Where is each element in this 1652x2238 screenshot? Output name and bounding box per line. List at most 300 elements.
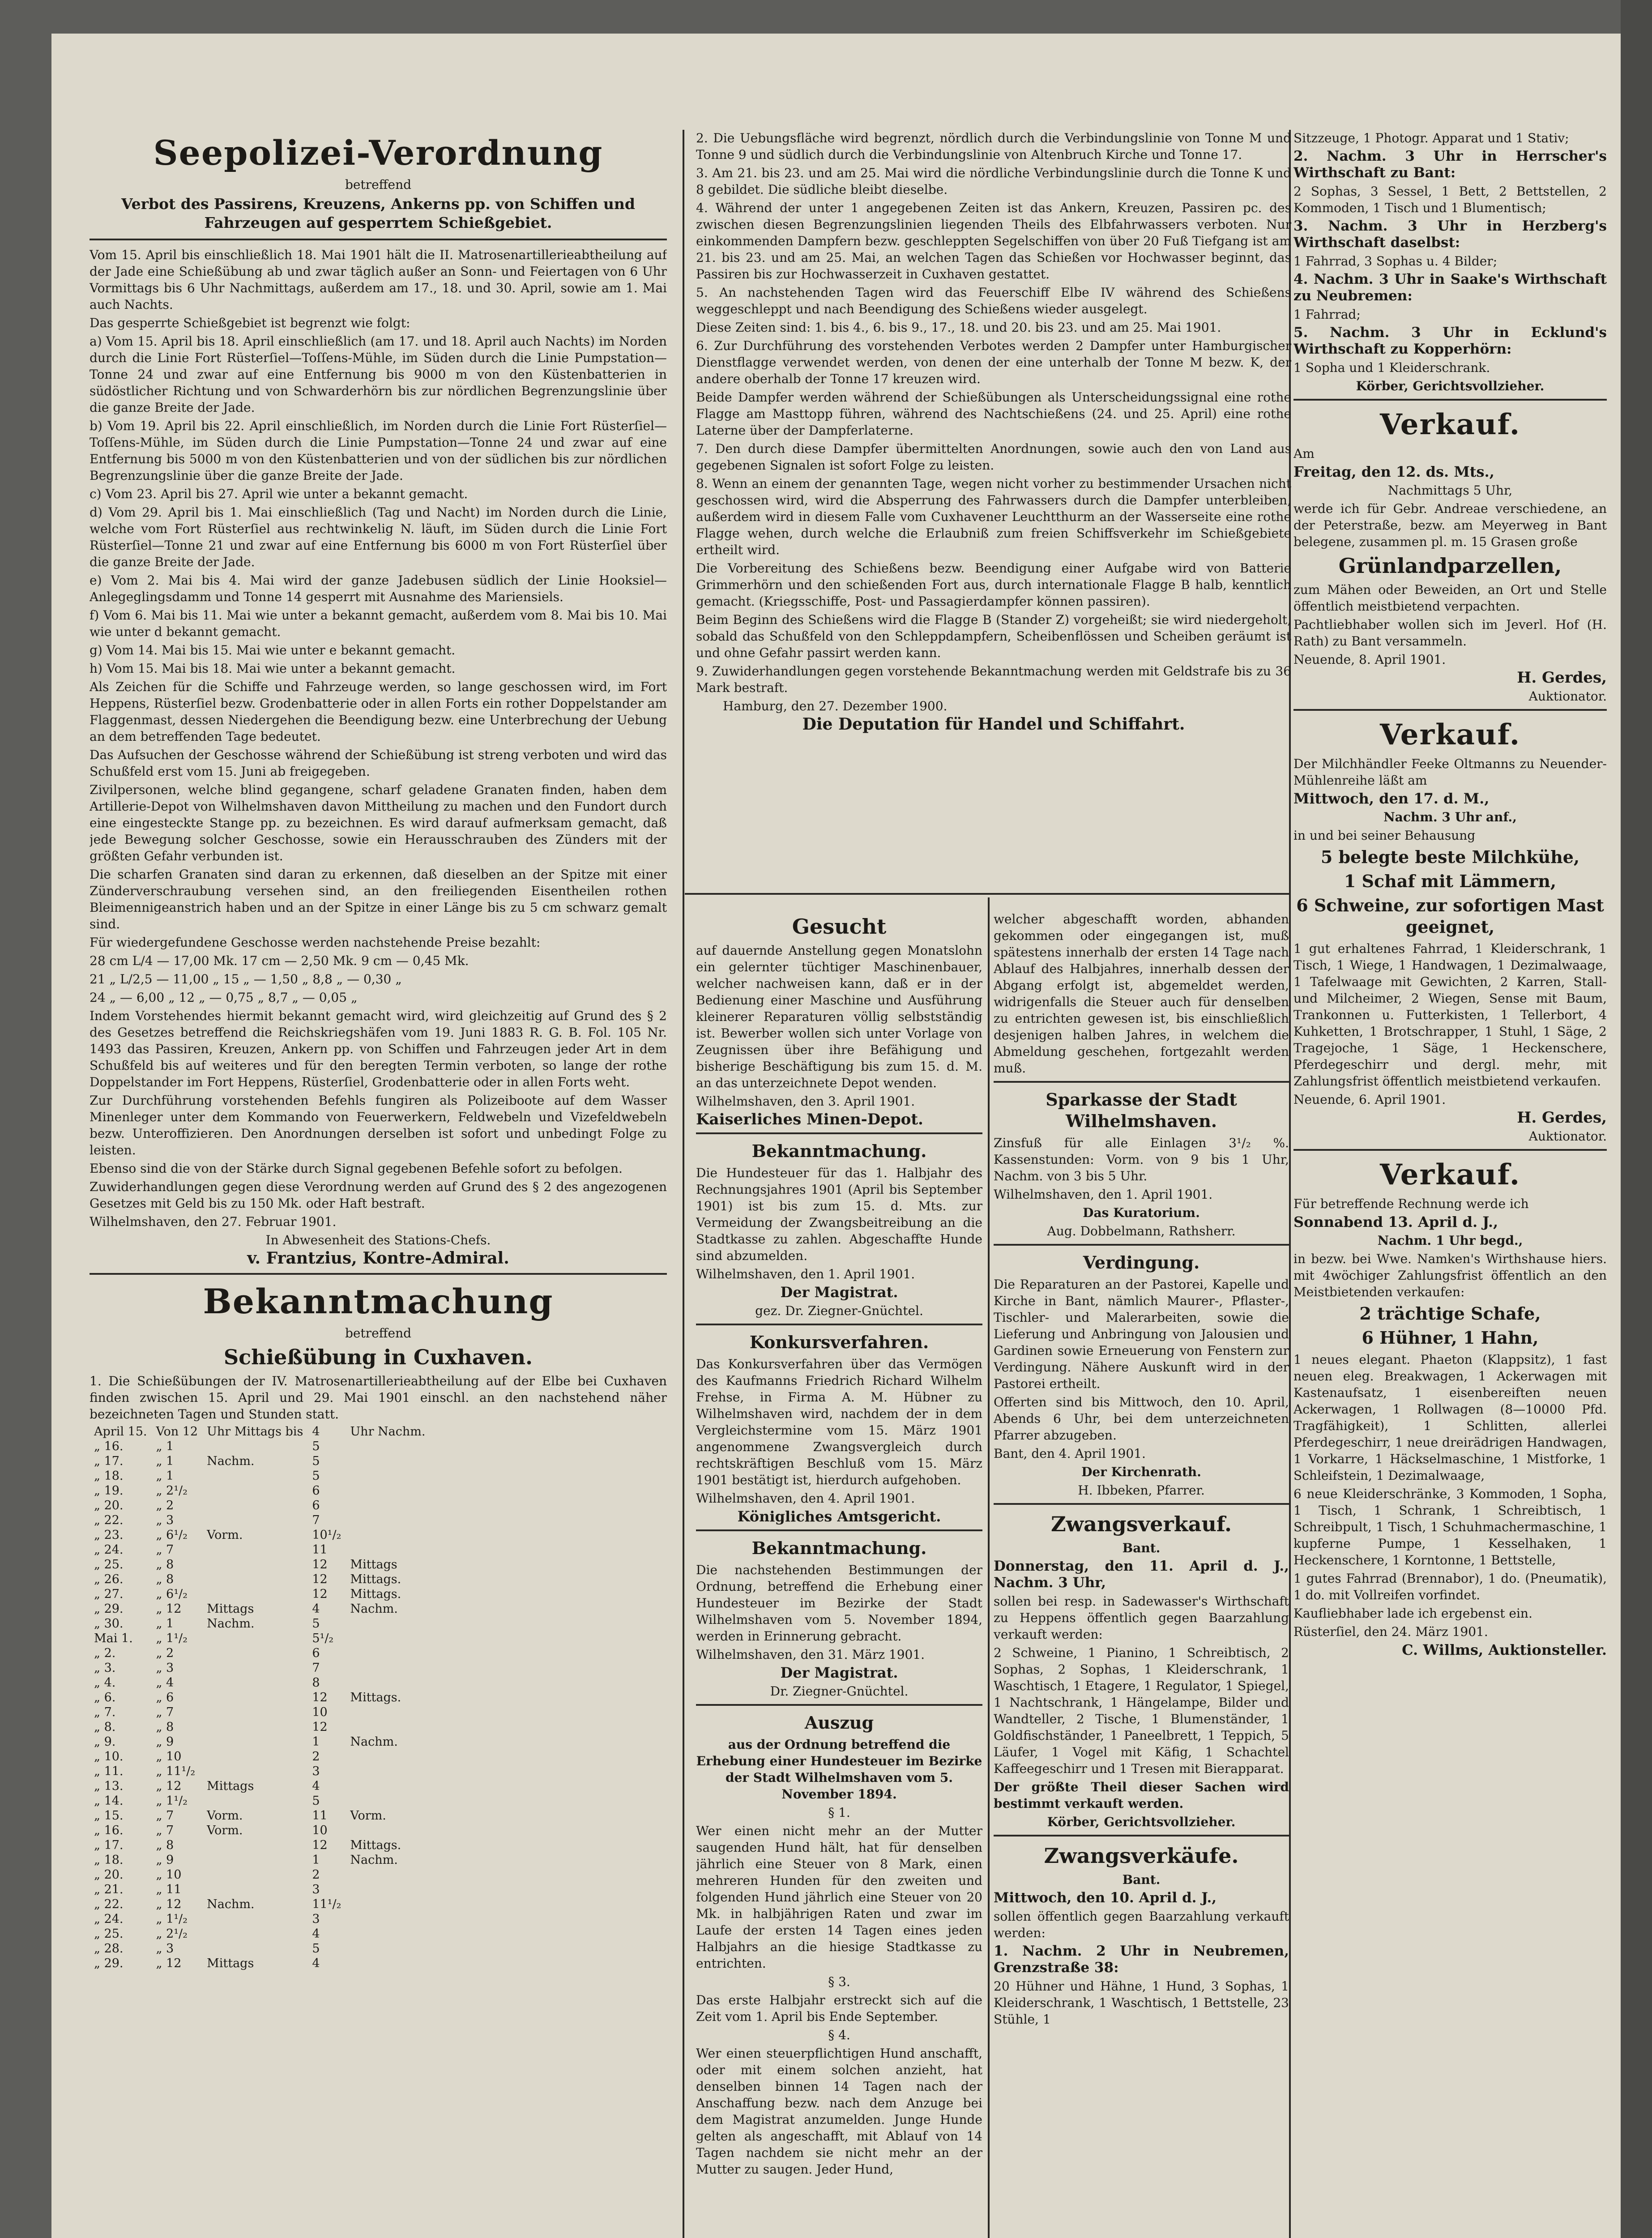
paragraph: a) Vom 15. April bis 18. April einschließlich (am 17. und 18. April auch Nachts) im Norden durch die Linie Fort Rüsterſiel—Toſſens-Mühle, im Süden durch die Linie Pumpstation—Tonne 24 und zwar auf eine Entfernung bis 9000 m von den Küstenbatterien in südöstlicher Richtung und von Schwarderhörn bis zur nördlichen Begrenzungslinie über die ganze Breite der Jade. (90, 334, 667, 415)
paragraph: aus der Ordnung betreffend die Erhebung einer Hundesteuer im Bezirke der Stadt Wilhelmshaven vom 5. November 1894. (696, 1737, 982, 1802)
paragraph: zum Mähen oder Beweiden, an Ort und Stelle öffentlich meistbietend verpachten. (1293, 582, 1607, 614)
table-cell (346, 1926, 430, 1941)
paragraph: In Abwesenheit des Stations-Chefs. (265, 1233, 491, 1247)
divider (90, 239, 667, 240)
table-cell (202, 1646, 307, 1661)
table-cell: „ 19. (94, 1484, 124, 1498)
table-cell: „ 10. (94, 1750, 124, 1764)
signature-role: Auktionator. (1528, 1129, 1607, 1144)
table-cell: Mittags. (350, 1587, 401, 1601)
table-row (90, 1469, 430, 1483)
table-cell (346, 1912, 430, 1926)
notice-box (696, 1529, 982, 1700)
paragraph: auf dauernde Anstellung gegen Monatslohn ein gelernter tüchtiger Maschinenbauer, welcher nachweisen kann, daß er in der Bedienung einer Maschine und Ausführung kleinerer Reparaturen völlig selbstständig ist. Bewerber wollen sich unter Vorlage von Zeugnissen über ihre Befähigung und bisherige Beschäftigung bis zum 15. d. M. an das unterzeichnete Depot wenden. (696, 943, 982, 1090)
notice-subline: betreffend (345, 1326, 412, 1341)
column-rule (683, 130, 684, 2238)
table-cell: „ 12 (156, 1602, 182, 1616)
table-cell: Nachm. (207, 1617, 255, 1631)
paragraph: d) Vom 29. April bis 1. Mai einschließlich (Tag und Nacht) im Norden durch die Linie, welche vom Fort Rüsterſiel aus rechtwinkelig N. läuft, im Süden durch die Linie Fort Rüsterſiel—Tonne 21 und zwar auf eine Entfernung bis 6000 m von Fort Rüsterſiel über die ganze Breite der Jade. (90, 505, 667, 569)
ad-highlight: 6 Schweine, zur sofortigen Mast geeignet, (1296, 895, 1604, 937)
table-cell: „ 2¹/₂ (156, 1484, 188, 1498)
table-cell: „ 20. (94, 1499, 124, 1512)
date-line: Wilhelmshaven, den 1. April 1901. (696, 1267, 915, 1281)
table-row (90, 1602, 430, 1616)
table-cell: „ 21. (94, 1883, 124, 1896)
paragraph: c) Vom 23. April bis 27. April wie unter a bekannt gemacht. (90, 487, 468, 501)
paragraph: Das Konkursverfahren über das Vermögen des Kaufmanns Friedrich Richard Wilhelm Frehse, in Firma A. M. Hübner zu Wilhelmshaven wird, nachdem der in dem Vergleichstermine vom 15. März 1901 angenommene Zwangsvergleich durch rechtskräftigen Beschluß vom 15. März 1901 bestätigt ist, hierdurch aufgehoben. (696, 1357, 982, 1487)
table-cell: „ 11¹/₂ (156, 1764, 196, 1778)
table-cell: „ 4. (94, 1676, 116, 1690)
notice-box (994, 1081, 1289, 1239)
table-cell: „ 22. (94, 1513, 124, 1527)
paragraph: Wer einen nicht mehr an der Mutter saugenden Hund hält, hat für denselben jährlich eine Steuer von 8 Mark, einen mehreren Hunden für den zweiten und folgenden Hund jährlich eine Steuer von 20 Mk. in halbjährigen Raten und zwar im Laufe der ersten 14 Tagen eines jeden Halbjahrs an die hiesige Stadtkasse zu entrichten. (696, 1824, 982, 1971)
ad-title: Bekanntmachung. (751, 1538, 927, 1558)
notice-box (994, 1503, 1289, 1830)
schedule-table (90, 1424, 430, 1971)
section-mark: § 4. (828, 2028, 850, 2042)
table-row (90, 1912, 430, 1926)
table-cell: Mittags (207, 1779, 254, 1793)
table-cell: Vorm. (207, 1528, 243, 1542)
paragraph: Kaufliebhaber lade ich ergebenst ein. (1293, 1606, 1532, 1621)
table-cell: 10 (312, 1824, 328, 1837)
table-row (90, 1882, 430, 1897)
table-cell: „ 29. (94, 1956, 124, 1970)
paragraph: 5. Nachm. 3 Uhr in Ecklund's Wirthschaft zu Kopperhörn: (1293, 325, 1607, 357)
paragraph: Die Reparaturen an der Pastorei, Kapelle und Kirche in Bant, nämlich Maurer-, Pflaster-, Tischler- und Malerarbeiten, sowie die Lieferung und Anbringung von Jalousien und Gardinen sowie Erneuerung von Fenstern zur Verdingung. Nähere Auskunft wird in der Pastorei ertheilt. (994, 1277, 1289, 1391)
table-cell (346, 1705, 430, 1720)
paragraph: Für betreffende Rechnung werde ich (1293, 1196, 1529, 1211)
column-1 (90, 130, 667, 2238)
table-cell: 3 (312, 1883, 320, 1896)
column-2 (696, 130, 1291, 882)
table-cell: Nachm. (350, 1602, 398, 1616)
paragraph: Die nachstehenden Bestimmungen der Ordnung, betreffend die Erhebung einer Hundesteuer im Bezirke der Stadt Wilhelmshaven vom 5. November 1894, werden in Erinnerung gebracht. (696, 1563, 982, 1644)
table-cell (346, 1498, 430, 1513)
place-line: Bant. (1122, 1541, 1161, 1555)
paragraph: Nachm. 3 Uhr anf., (1383, 810, 1517, 824)
table-cell (346, 1956, 430, 1971)
table-cell: „ 12 (156, 1897, 182, 1911)
table-cell: „ 2¹/₂ (156, 1927, 188, 1941)
paragraph: 20 Hühner und Hähne, 1 Hund, 3 Sophas, 1 Kleiderschrank, 1 Waschtisch, 1 Bettstelle, 23 Stühle, 1 (994, 1979, 1289, 2027)
ad-title: Verkauf. (1379, 718, 1521, 752)
notice-subtitle: Verbot des Passirens, Kreuzens, Ankerns pp. von Schiffen und Fahrzeugen auf gesperrtem Schießgebiet. (121, 195, 635, 231)
table-cell: „ 1¹/₂ (156, 1632, 188, 1645)
table-cell (346, 1469, 430, 1483)
table-cell (346, 1749, 430, 1764)
table-cell: Uhr Mittags bis (207, 1425, 303, 1439)
table-row (90, 1897, 430, 1912)
table-cell: „ 23. (94, 1528, 124, 1542)
table-cell: 7 (312, 1661, 320, 1675)
table-row (90, 1734, 430, 1749)
table-cell: 12 (312, 1572, 328, 1586)
table-cell: Von 12 (156, 1425, 198, 1439)
price-line: 21 „ L/2,5 — 11,00 „ 15 „ — 1,50 „ 8,8 „ — 0,30 „ (90, 972, 402, 987)
notice-subtitle: Schießübung in Cuxhaven. (223, 1345, 533, 1369)
table-row (90, 1675, 430, 1690)
table-cell: 5¹/₂ (312, 1632, 334, 1645)
table-cell: Nachm. (207, 1897, 255, 1911)
table-cell (202, 1557, 307, 1572)
table-row (90, 1690, 430, 1705)
table-cell (202, 1838, 307, 1853)
table-row (90, 1853, 430, 1867)
table-cell: Mittags (207, 1956, 254, 1970)
table-cell: „ 14. (94, 1794, 124, 1808)
table-cell (202, 1749, 307, 1764)
table-row (90, 1542, 430, 1557)
table-cell: 12 (312, 1558, 328, 1572)
paragraph: Die Hundesteuer für das 1. Halbjahr des Rechnungsjahres 1901 (April bis September 1901) ist bis zum 15. d. Mts. zur Vermeidung der Zwangsbeitreibung an die Stadtkasse zu zahlen. Abgeschaffte Hunde sind abzumelden. (696, 1166, 982, 1263)
table-cell: 11¹/₂ (312, 1897, 341, 1911)
table-row (90, 1808, 430, 1823)
paragraph: Vom 15. April bis einschließlich 18. Mai 1901 hält die II. Matrosenartillerieabtheilung auf der Jade eine Schießübung ab und zwar täglich außer an Sonn- und Feiertagen von 6 Uhr Vormittags bis 6 Uhr Nachmittags, außerdem am 17., 18. und 30. April, sowie am 1. Mai auch Nachts. (90, 248, 667, 312)
section-rule (685, 893, 1289, 895)
table-cell: „ 22. (94, 1897, 124, 1911)
table-cell: Mittags. (350, 1838, 401, 1852)
table-cell (202, 1794, 307, 1808)
signature: Körber, Gerichtsvollzieher. (1356, 379, 1545, 393)
table-cell: Vorm. (207, 1809, 243, 1823)
table-cell (202, 1690, 307, 1705)
signature: H. Gerdes, (1517, 1109, 1607, 1127)
table-cell: 3 (312, 1912, 320, 1926)
paragraph: Nachmittags 5 Uhr, (1387, 483, 1513, 498)
signature: C. Willms, Auktionsteller. (1402, 1641, 1607, 1658)
table-cell: „ 7 (156, 1543, 174, 1557)
table-cell: „ 26. (94, 1572, 124, 1586)
table-cell: 3 (312, 1764, 320, 1778)
table-cell: Nachm. (350, 1853, 398, 1867)
paragraph: Diese Zeiten sind: 1. bis 4., 6. bis 9., 17., 18. und 20. bis 23. und am 25. Mai 1901. (696, 320, 1221, 335)
paragraph: e) Vom 2. Mai bis 4. Mai wird der ganze Jadebusen südlich der Linie Hooksiel—Anlegeglingsdamm und Tonne 14 gesperrt mit Ausnahme des Mariensiels. (90, 573, 667, 604)
paragraph: Zivilpersonen, welche blind gegangene, scharf geladene Granaten finden, haben dem Artillerie-Depot von Wilhelmshaven davon Mittheilung zu machen und den Fundort durch eine eingesteckte Stange pp. zu bezeichnen. Es wird darauf aufmerksam gemacht, daß jede Bewegung solcher Geschosse, sowie ein Herausschrauben des Zünders mit der größten Gefahr verbunden ist. (90, 782, 667, 863)
ad-highlight: 5 belegte beste Milchkühe, (1320, 847, 1580, 867)
table-cell (346, 1631, 430, 1646)
table-cell: 11 (312, 1809, 328, 1823)
table-row (90, 1557, 430, 1572)
ad-title: Gesucht (792, 914, 887, 939)
section-mark: § 3. (828, 1974, 850, 1989)
table-cell: „ 1 (156, 1617, 174, 1631)
signature: Der Magistrat. (780, 1664, 898, 1681)
date-line: Rüsterſiel, den 24. März 1901. (1293, 1624, 1488, 1639)
table-row (90, 1720, 430, 1734)
table-cell: „ 25. (94, 1927, 124, 1941)
page-edge (1621, 0, 1652, 2238)
ad-highlight: 2 trächtige Schafe, (1359, 1303, 1541, 1324)
paragraph: in bezw. bei Wwe. Namken's Wirthshause hiers. mit 4wöchiger Zahlungsfrist öffentlich an den Meistbietenden verkaufen: (1293, 1251, 1607, 1299)
ad-title: Bekanntmachung. (751, 1141, 927, 1161)
paragraph: 8. Wenn an einem der genannten Tage, wegen nicht vorher zu bestimmender Ursachen nicht geschossen wird, wird die Absperrung des Fahrwassers durch die Dampfer unterbleiben, außerdem wird in diesem Falle vom Cuxhavener Leuchtthurm an der Wasserseite eine rothe Flagge wehen, durch welche die Erlaubniß zum freien Schiffsverkehr im Schießgebiete ertheilt wird. (696, 476, 1291, 557)
table-cell: „ 2. (94, 1646, 116, 1660)
table-cell: „ 12 (156, 1779, 182, 1793)
table-cell (202, 1941, 307, 1956)
table-row (90, 1572, 430, 1587)
table-cell (202, 1734, 307, 1749)
table-cell: „ 6¹/₂ (156, 1528, 188, 1542)
table-cell: „ 24. (94, 1912, 124, 1926)
table-cell: „ 25. (94, 1558, 124, 1572)
paragraph: welcher abgeschafft worden, abhanden gekommen oder eingegangen ist, muß spätestens innerhalb der ersten 14 Tage nach Ablauf des Halbjahres, innerhalb dessen der Abgang erfolgt ist, abgemeldet werden, widrigenfalls die Steuer auch für denselben zu entrichten gewesen ist, bis einschließlich desjenigen halben Jahres, in welchem die Abmeldung geschehen, fortgezahlt werden muß. (994, 912, 1289, 1076)
table-cell: 12 (312, 1720, 328, 1734)
date-line: Neuende, 8. April 1901. (1293, 652, 1446, 667)
column-2b (994, 911, 1289, 2238)
table-cell: 2 (312, 1750, 320, 1764)
section-mark: § 1. (828, 1805, 850, 1820)
table-cell: „ 8 (156, 1720, 174, 1734)
table-cell: Vorm. (207, 1824, 243, 1837)
paragraph: g) Vom 14. Mai bis 15. Mai wie unter e bekannt gemacht. (90, 643, 456, 658)
paragraph: Das gesperrte Schießgebiet ist begrenzt wie folgt: (90, 316, 410, 330)
ad-title: Sparkasse der Stadt Wilhelmshaven. (1046, 1089, 1237, 1131)
date-line: Mittwoch, den 10. April d. J., (994, 1890, 1217, 1906)
table-cell (202, 1513, 307, 1528)
table-cell (202, 1587, 307, 1602)
paragraph: 9. Zuwiderhandlungen gegen vorstehende Bekanntmachung werden mit Geldstrafe bis zu 36 Mark bestraft. (696, 664, 1291, 695)
table-cell: „ 4 (156, 1676, 174, 1690)
ad-highlight: 1 Schaf mit Lämmern, (1344, 871, 1557, 891)
table-cell: 4 (312, 1956, 320, 1970)
signature: Der Kirchenrath. (1081, 1465, 1201, 1479)
date-line: Wilhelmshaven, den 31. März 1901. (696, 1647, 925, 1662)
table-cell: „ 3 (156, 1513, 174, 1527)
table-cell: „ 9. (94, 1735, 116, 1749)
table-row (90, 1424, 430, 1439)
ad-title: Auszug (804, 1713, 874, 1733)
table-cell (202, 1853, 307, 1867)
table-cell: 6 (312, 1646, 320, 1660)
ad-highlight: 6 Hühner, 1 Hahn, (1362, 1328, 1539, 1348)
paragraph: Die Vorbereitung des Schießens bezw. Beendigung einer Aufgabe wird von Batterie Grimmerhörn und den schießenden Fort aus, durch internationale Flagge B halb, kenntlich gemacht. (Kriegsschiffe, Post- und Passagierdampfer können passiren). (696, 561, 1291, 609)
table-cell (346, 1513, 430, 1528)
table-cell: „ 11. (94, 1764, 124, 1778)
paragraph: Das Aufsuchen der Geschosse während der Schießübung ist streng verboten und wird das Schußfeld erst vom 15. Juni ab freigegeben. (90, 747, 667, 779)
ad-title: Zwangsverkäufe. (1044, 1844, 1239, 1868)
table-cell: 4 (312, 1779, 320, 1793)
table-cell (346, 1616, 430, 1631)
table-row (90, 1956, 430, 1971)
notice-subline: betreffend (345, 177, 412, 192)
table-cell (346, 1764, 430, 1779)
table-cell: Mittags (350, 1558, 397, 1572)
paragraph: Das erste Halbjahr erstreckt sich auf die Zeit vom 1. April bis Ende September. (696, 1993, 982, 2024)
table-cell: Mittags. (350, 1691, 401, 1704)
price-line: 28 cm L/4 — 17,00 Mk. 17 cm — 2,50 Mk. 9 cm — 0,45 Mk. (90, 953, 469, 968)
signature: Körber, Gerichtsvollzieher. (1047, 1815, 1236, 1829)
table-cell (346, 1528, 430, 1542)
table-cell: „ 20. (94, 1868, 124, 1882)
table-cell: „ 16. (94, 1824, 124, 1837)
table-cell: 5 (312, 1617, 320, 1631)
paragraph: Nachm. 1 Uhr begd., (1377, 1233, 1523, 1248)
signature-name: Aug. Dobbelmann, Rathsherr. (1047, 1224, 1236, 1239)
paragraph: 4. Nachm. 3 Uhr in Saake's Wirthschaft zu Neubremen: (1293, 271, 1607, 304)
notice-box (1293, 709, 1607, 1145)
table-cell: „ 28. (94, 1942, 124, 1956)
paragraph: Die scharfen Granaten sind daran zu erkennen, daß dieselben an der Spitze mit einer Zünderverschraubung versehen sind, an den freiliegenden Eisentheilen rothen Bleimennigeanstrich haben und an der Spitze in einer Länge bis zu 5 cm schwarz gemalt sind. (90, 867, 667, 931)
date-line: Wilhelmshaven, den 27. Februar 1901. (90, 1214, 337, 1229)
table-cell: „ 7 (156, 1705, 174, 1719)
table-cell (202, 1483, 307, 1498)
paragraph: 5. An nachstehenden Tagen wird das Feuerschiff Elbe IV während des Schießens weggeschleppt und nach Beendigung des Schießens wieder ausgelegt. (696, 285, 1291, 316)
table-cell (346, 1661, 430, 1675)
table-cell (202, 1631, 307, 1646)
table-cell (202, 1926, 307, 1941)
table-cell (202, 1720, 307, 1734)
ad-highlight: Grünlandparzellen, (1338, 554, 1562, 578)
paragraph: 2 Sophas, 3 Sessel, 1 Bett, 2 Bettstellen, 2 Kommoden, 1 Tisch und 1 Blumentisch; (1293, 184, 1607, 215)
paragraph: 3. Nachm. 3 Uhr in Herzberg's Wirthschaft daselbst: (1293, 218, 1607, 251)
table-cell: 6 (312, 1484, 320, 1498)
table-cell: „ 8 (156, 1838, 174, 1852)
signature: Das Kuratorium. (1083, 1205, 1200, 1220)
paragraph: 7. Den durch diese Dampfer übermittelten Anordnungen, sowie auch den von Land aus gegebenen Signalen ist sofort Folge zu leisten. (696, 441, 1291, 473)
paragraph: b) Vom 19. April bis 22. April einschließlich, im Norden durch die Linie Fort Rüsterſiel—Toſſens-Mühle, im Süden durch die Linie Pumpstation—Tonne 24 und zwar auf eine Entfernung bis 5000 m von den Küstenbatterien und von der südlichen bis zur nördlichen Begrenzungslinie über die ganze Breite der Jade. (90, 419, 667, 483)
table-cell: „ 1 (156, 1454, 174, 1468)
paragraph: 1 neues elegant. Phaeton (Klappsitz), 1 fast neuen eleg. Breakwagen, 1 Ackerwagen mit Kastenaufsatz, 1 eisenbereiften neuen Ackerwagen, 1 Rollwagen (8—10000 Pfd. Tragfähigkeit), 1 Schlitten, allerlei Pferdegeschirr, 1 neue dreirädrigen Handwagen, 1 Vorkarre, 1 Häckselmaschine, 1 Mistforke, 1 Schleifstein, 1 Dezimalwaage, (1293, 1352, 1607, 1483)
paragraph: 1 Fahrrad; (1293, 307, 1361, 322)
notice-title: Seepolizei-Verordnung (153, 133, 603, 173)
table-cell: „ 12 (156, 1956, 182, 1970)
paragraph: 1. Die Schießübungen der IV. Matrosenartillerieabtheilung auf der Elbe bei Cuxhaven finden zwischen 15. April und 29. Mai 1901 einschl. an den nachstehend näher bezeichneten Tagen und Stunden statt. (90, 1374, 667, 1422)
paragraph: Wer einen steuerpflichtigen Hund anschafft, oder mit einem solchen anzieht, hat denselben binnen 14 Tagen nach der Anschaffung bezw. nach dem Anzuge bei dem Magistrat anzumelden. Junge Hunde gelten als angeschafft, mit Ablauf von 14 Tagen nachdem sie nicht mehr an der Mutter zu saugen. Jeder Hund, (696, 2046, 982, 2177)
signature: Kaiserliches Minen-Depot. (696, 1110, 923, 1128)
paragraph: Für wiedergefundene Geschosse werden nachstehende Preise bezahlt: (90, 935, 541, 950)
table-cell (346, 1439, 430, 1454)
table-row (90, 1483, 430, 1498)
ad-title: Zwangsverkauf. (1050, 1512, 1232, 1536)
table-cell: Uhr Nachm. (350, 1425, 426, 1439)
paragraph: 1 Fahrrad, 3 Sophas u. 4 Bilder; (1293, 254, 1498, 269)
table-cell: „ 1 (156, 1439, 174, 1453)
table-cell: 7 (312, 1513, 320, 1527)
notice-box (994, 1244, 1289, 1499)
table-cell: Nachm. (350, 1735, 398, 1749)
table-cell: 4 (312, 1602, 320, 1616)
table-row (90, 1528, 430, 1542)
column-3 (1293, 130, 1607, 2238)
paragraph: Zur Durchführung vorstehenden Befehls fungiren als Polizeiboote auf dem Wasser Minenleger unter dem Kommando von Feuerwerkern, Feldwebeln und Vizefeldwebeln bezw. Unteroffizieren. Den Anordnungen derselben ist sofort und unbedingt Folge zu leisten. (90, 1093, 667, 1157)
paragraph: Indem Vorstehendes hiermit bekannt gemacht wird, wird gleichzeitig auf Grund des § 2 des Gesetzes betreffend die Reichskriegshäfen vom 19. Juni 1883 R. G. B. Fol. 105 Nr. 1493 das Passiren, Kreuzen, Ankern pp. von Schiffen und Fahrzeugen jeder Art in dem Schußfeld bis auf weiteres und für den beregten Termin verboten, so lange der rothe Doppelstander im Fort Heppens, Rüsterſiel, Grodenbatterie oder in allen Forts weht. (90, 1008, 667, 1089)
table-cell: „ 3 (156, 1942, 174, 1956)
paragraph: 2. Die Uebungsfläche wird begrenzt, nördlich durch die Verbindungslinie von Tonne M und Tonne 9 und südlich durch die Verbindungslinie von Altenbruch Kirche und Tonne 17. (696, 131, 1291, 162)
table-cell: Vorm. (350, 1809, 386, 1823)
table-row (90, 1705, 430, 1720)
paragraph: 1 gut erhaltenes Fahrrad, 1 Kleiderschrank, 1 Tisch, 1 Wiege, 1 Handwagen, 1 Dezimalwaage, 1 Tafelwaage mit Gewichten, 2 Karren, Stall- und Milcheimer, 2 Wiegen, Sense mit Baum, Trankonnen u. Futterkisten, 1 Tellerbort, 4 Kuhketten, 1 Brotschrapper, 1 Stuhl, 1 Säge, 2 Tragejoche, 1 Säge, 1 Heckenschere, Pferdegeschirr und dergl. mehr, mit Zahlungsfrist öffentlich meistbietend verkaufen. (1293, 941, 1607, 1089)
table-cell (202, 1912, 307, 1926)
paragraph: Sitzzeuge, 1 Photogr. Apparat und 1 Stativ; (1293, 131, 1569, 145)
table-cell: „ 27. (94, 1587, 124, 1601)
paragraph: h) Vom 15. Mai bis 18. Mai wie unter a bekannt gemacht. (90, 661, 456, 676)
table-cell: „ 7. (94, 1705, 116, 1719)
table-cell: „ 7 (156, 1809, 174, 1823)
signature: Der Magistrat. (780, 1284, 898, 1301)
table-cell (202, 1498, 307, 1513)
table-row (90, 1926, 430, 1941)
price-line: 24 „ — 6,00 „ 12 „ — 0,75 „ 8,7 „ — 0,05 „ (90, 990, 358, 1005)
paragraph: Am (1293, 446, 1315, 461)
table-cell (346, 1454, 430, 1469)
table-row (90, 1838, 430, 1853)
paragraph: Der größte Theil dieser Sachen wird bestimmt verkauft werden. (994, 1780, 1289, 1811)
paragraph: 1 Sopha und 1 Kleiderschrank. (1293, 360, 1490, 375)
table-cell: „ 13. (94, 1779, 124, 1793)
table-row (90, 1454, 430, 1469)
paragraph: 6 neue Kleiderschränke, 3 Kommoden, 1 Sopha, 1 Tisch, 1 Schrank, 1 Schreibtisch, 1 Schreibpult, 1 Tisch, 1 Schuhmachermaschine, 1 kupferne Pumpe, 1 Kesselhaken, 1 Heckenschere, 1 Korntonne, 1 Bettstelle, (1293, 1486, 1607, 1567)
paragraph: Zinsfuß für alle Einlagen 3¹/₂ %. Kassenstunden: Vorm. von 9 bis 1 Uhr, Nachm. von 3 bis 5 Uhr. (994, 1136, 1289, 1183)
table-cell (202, 1439, 307, 1454)
table-cell: „ 8 (156, 1558, 174, 1572)
table-cell (202, 1882, 307, 1897)
table-cell: „ 9 (156, 1735, 174, 1749)
table-row (90, 1616, 430, 1631)
table-cell: „ 6. (94, 1691, 116, 1704)
table-cell: „ 2 (156, 1499, 174, 1512)
table-cell: Mittags (207, 1602, 254, 1616)
table-cell: 5 (312, 1454, 320, 1468)
table-cell: 8 (312, 1676, 320, 1690)
signature: v. Frantzius, Kontre-Admiral. (247, 1249, 509, 1268)
table-cell: „ 1¹/₂ (156, 1912, 188, 1926)
table-cell (202, 1867, 307, 1882)
paragraph: 2. Nachm. 3 Uhr in Herrscher's Wirthschaft zu Bant: (1293, 148, 1607, 181)
notice-box (696, 1704, 982, 2178)
paragraph: Der Milchhändler Feeke Oltmanns zu Neuender-Mühlenreihe läßt am (1293, 756, 1607, 788)
paragraph: 1 gutes Fahrrad (Brennabor), 1 do. (Pneumatik), 1 do. mit Vollreifen vorfindet. (1293, 1571, 1607, 1602)
signature: Königliches Amtsgericht. (737, 1508, 941, 1525)
notice-box (696, 1324, 982, 1525)
paragraph: Als Zeichen für die Schiffe und Fahrzeuge werden, so lange geschossen wird, im Fort Heppens, Rüsterſiel bezw. Grodenbatterie oder in allen Forts ein rother Doppelstander am Flaggenmast, dessen Niedergehen die Beendigung bezw. eine Unterbrechung der Uebung an dem betreffenden Tage bedeutet. (90, 679, 667, 744)
divider (90, 1273, 667, 1275)
table-row (90, 1941, 430, 1956)
table-cell: „ 10 (156, 1868, 182, 1882)
paragraph: in und bei seiner Behausung (1293, 828, 1476, 843)
paragraph: sollen bei resp. in Sadewasser's Wirthschaft zu Heppens öffentlich gegen Baarzahlung verkauft werden: (994, 1594, 1289, 1642)
table-cell: 2 (312, 1868, 320, 1882)
table-cell: 5 (312, 1794, 320, 1808)
paragraph: Zuwiderhandlungen gegen diese Verordnung werden auf Grund des § 2 des angezogenen Gesetzes mit Geld bis zu 150 Mk. oder Haft bestraft. (90, 1179, 667, 1211)
date-line: Wilhelmshaven, den 3. April 1901. (696, 1094, 915, 1109)
table-cell (346, 1779, 430, 1794)
table-cell: „ 8. (94, 1720, 116, 1734)
table-cell (202, 1764, 307, 1779)
notice-box (1293, 399, 1607, 705)
table-cell: „ 10 (156, 1750, 182, 1764)
table-cell (202, 1469, 307, 1483)
paragraph: 1. Nachm. 2 Uhr in Neubremen, Grenzstraße 38: (994, 1943, 1289, 1976)
paragraph: Beide Dampfer werden während der Schießübungen als Unterscheidungssignal eine rothe Flagge am Masttopp führen, während des Nachtschießens (24. und 25. April) eine rothe Laterne über der Dampferlaterne. (696, 390, 1291, 438)
table-row (90, 1513, 430, 1528)
column-2a (696, 911, 982, 2238)
table-cell (202, 1542, 307, 1557)
date-line: Sonnabend 13. April d. J., (1293, 1213, 1498, 1230)
table-row (90, 1867, 430, 1882)
table-row (90, 1646, 430, 1661)
table-cell: „ 15. (94, 1809, 124, 1823)
paragraph: sollen öffentlich gegen Baarzahlung verkauft werden: (994, 1909, 1289, 1940)
table-cell: 5 (312, 1469, 320, 1483)
table-row (90, 1631, 430, 1646)
paragraph: 3. Am 21. bis 23. und am 25. Mai wird die nördliche Verbindungslinie durch die Tonne K und 8 gebildet. Die südliche bleibt dieselbe. (696, 166, 1291, 197)
table-cell: 10¹/₂ (312, 1528, 341, 1542)
ad-title: Verdingung. (1083, 1252, 1200, 1273)
table-cell: „ 18. (94, 1853, 124, 1867)
table-cell: „ 6¹/₂ (156, 1587, 188, 1601)
table-cell: „ 1¹/₂ (156, 1794, 188, 1808)
